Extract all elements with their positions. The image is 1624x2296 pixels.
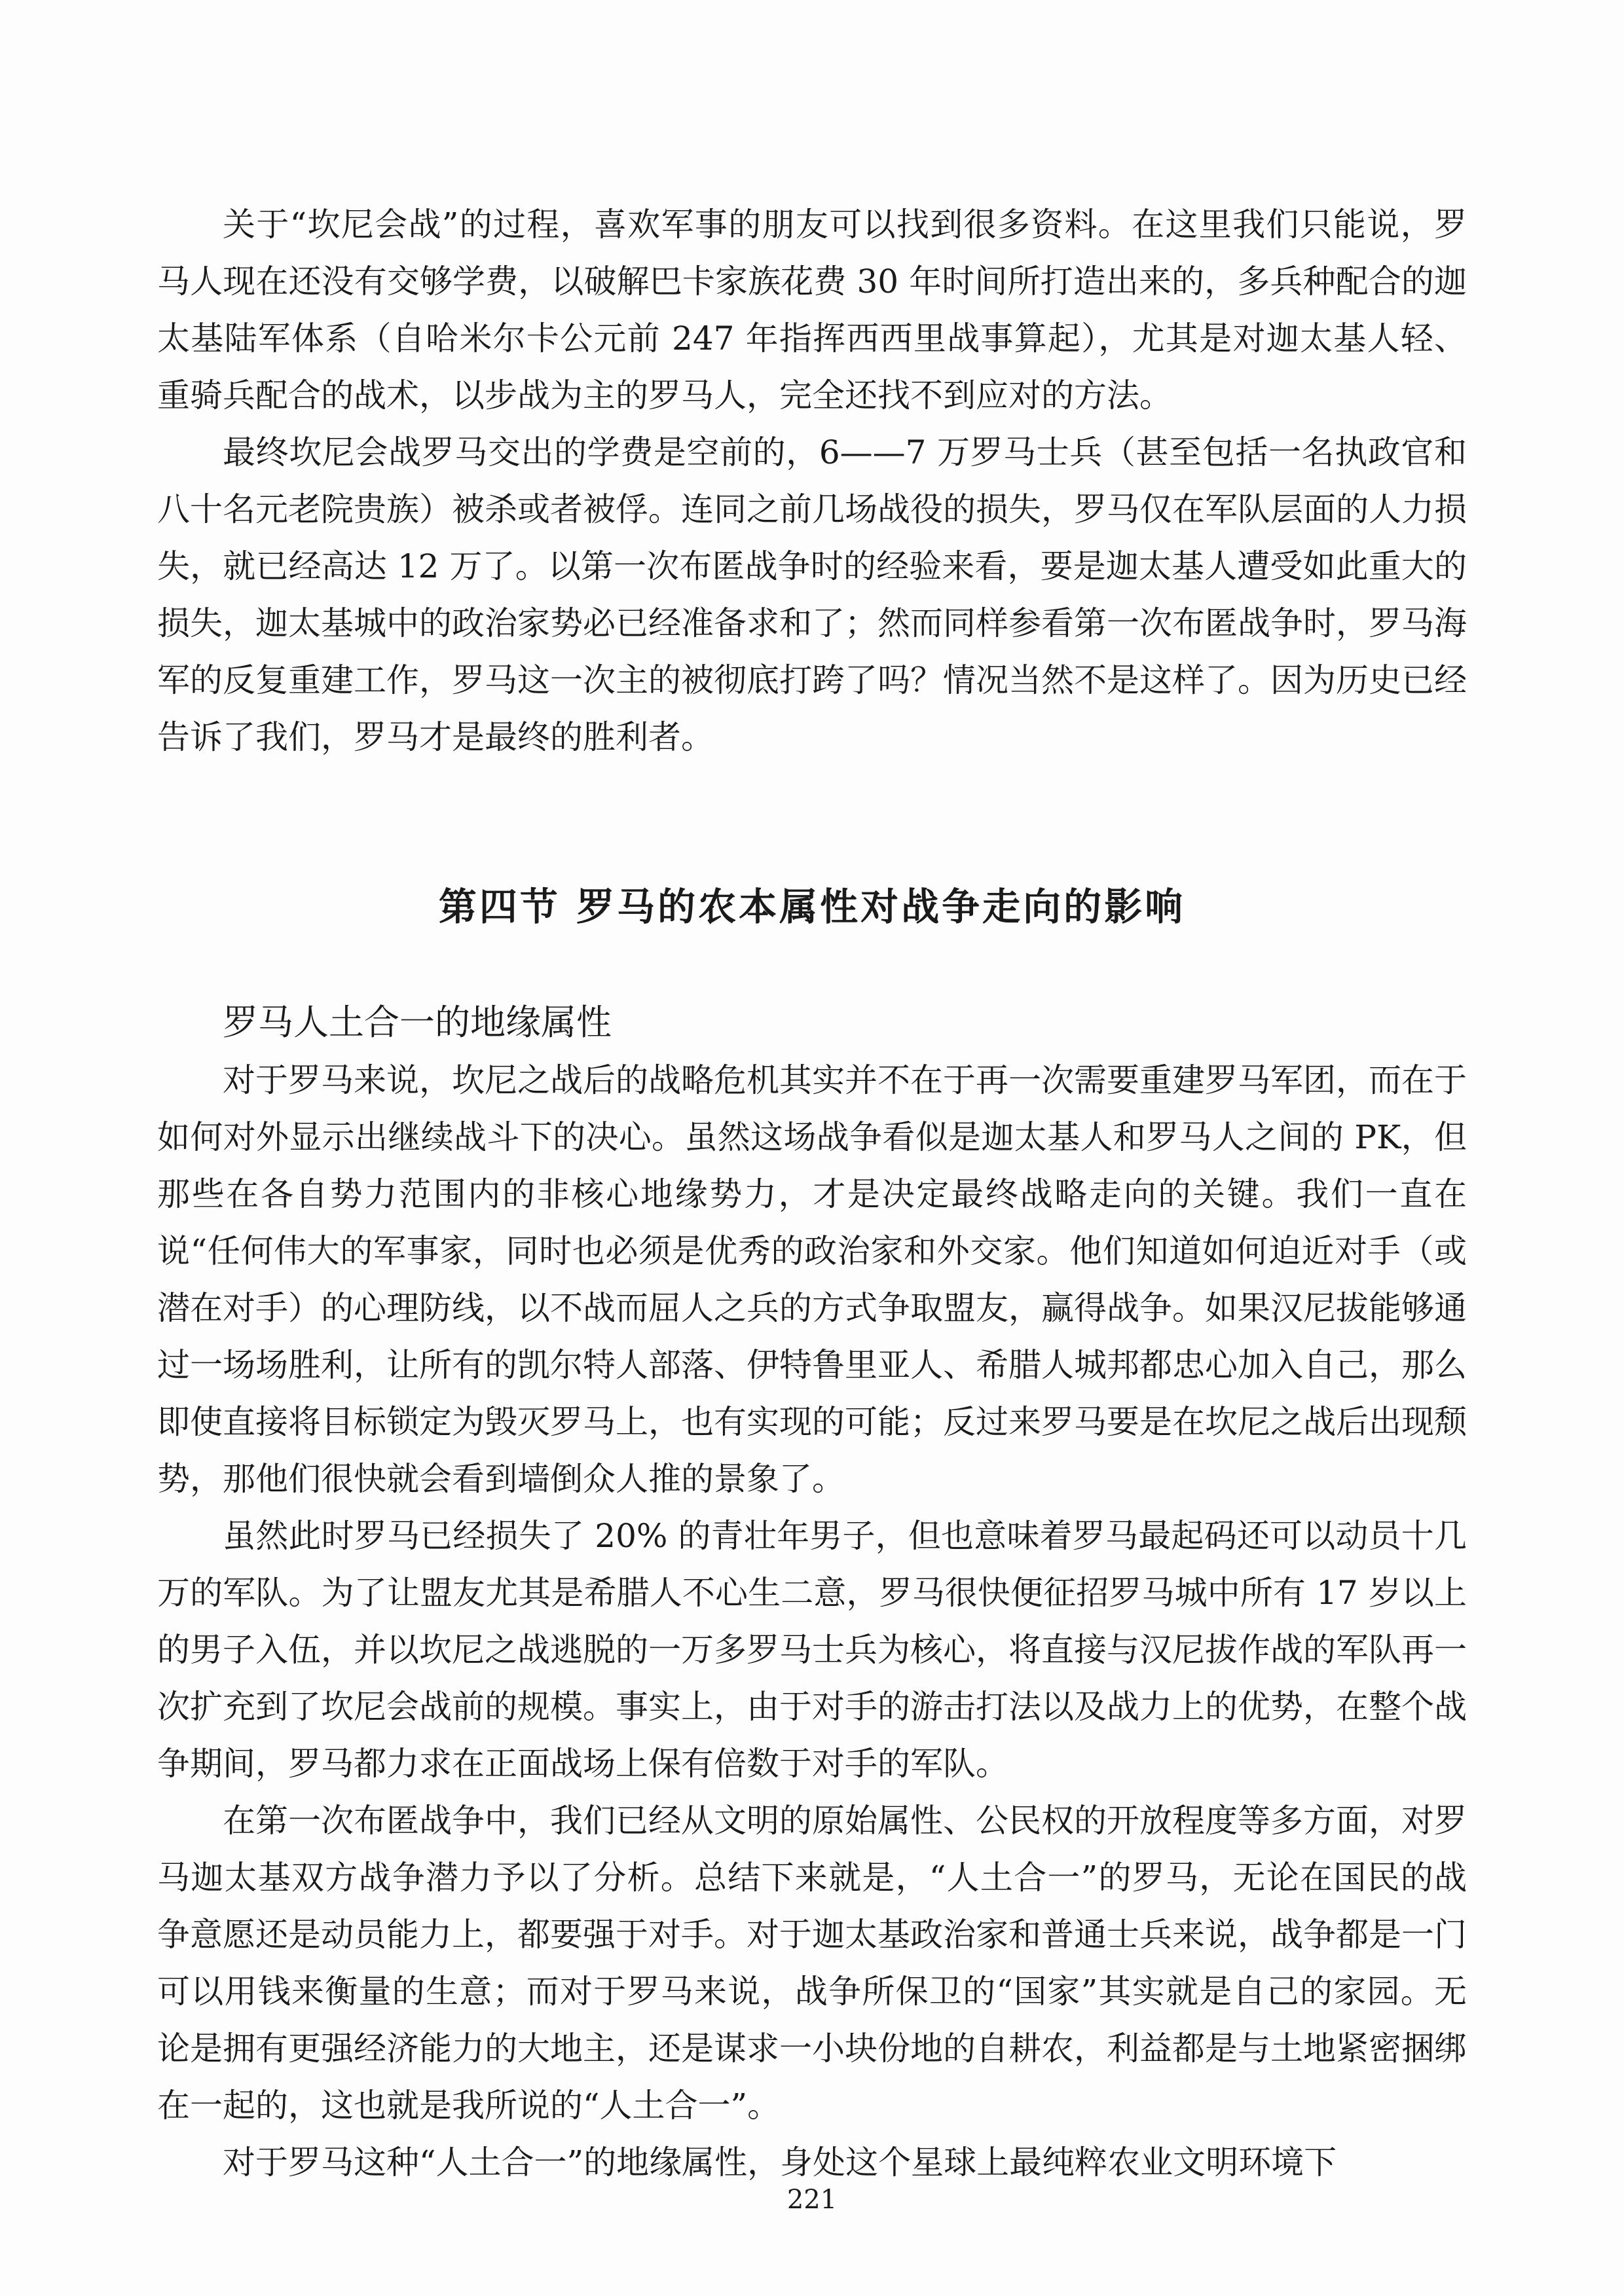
page-number: 221 <box>786 2185 838 2215</box>
paragraph: 在第一次布匿战争中，我们已经从文明的原始属性、公民权的开放程度等多方面，对罗马迦太基双方战争潜力予以了分析。总结下来就是，“人土合一”的罗马，无论在国民的战争意愿还是动员能力上，都要强于对手。对于迦太基政治家和普通士兵来说，战争都是一门可以用钱来衡量的生意；而对于罗马来说，战争所保卫的“国家”其实就是自己的家园。无论是拥有更强经济能力的大地主，还是谋求一小块份地的自耕农，利益都是与土地紧密捆绑在一起的，这也就是我所说的“人土合一”。 <box>157 1802 1467 2124</box>
subheading: 罗马人土合一的地缘属性 <box>223 1002 612 1043</box>
page-body <box>157 196 1467 2191</box>
paragraph: 对于罗马这种“人土合一”的地缘属性，身处这个星球上最纯粹农业文明环境下 <box>223 2143 1337 2181</box>
paragraph: 对于罗马来说，坎尼之战后的战略危机其实并不在于再一次需要重建罗马军团，而在于如何对外显示出继续战斗下的决心。虽然这场战争看似是迦太基人和罗马人之间的 PK，但那些在各自势力范围内的非核心地缘势力，才是决定最终战略走向的关键。我们一直在说“任何伟大的军事家，同时也必须是优秀的政治家和外交家。他们知道如何迫近对手（或潜在对手）的心理防线，以不战而屈人之兵的方式争取盟友，赢得战争。如果汉尼拔能够通过一场场胜利，让所有的凯尔特人部落、伊特鲁里亚人、希腊人城邦都忠心加入自己，那么即使直接将目标锁定为毁灭罗马上，也有实现的可能；反过来罗马要是在坎尼之战后出现颓势，那他们很快就会看到墙倒众人推的景象了。 <box>157 1061 1467 1498</box>
section-title: 第四节 罗马的农本属性对战争走向的影响 <box>438 884 1186 929</box>
paragraph: 虽然此时罗马已经损失了 20% 的青壮年男子，但也意味着罗马最起码还可以动员十几万的军队。为了让盟友尤其是希腊人不心生二意，罗马很快便征招罗马城中所有 17 岁以上的男子入伍，并以坎尼之战逃脱的一万多罗马士兵为核心，将直接与汉尼拔作战的军队再一次扩充到了坎尼会战前的规模。事实上，由于对手的游击打法以及战力上的优势，在整个战争期间，罗马都力求在正面战场上保有倍数于对手的军队。 <box>157 1517 1467 1783</box>
paragraph: 关于“坎尼会战”的过程，喜欢军事的朋友可以找到很多资料。在这里我们只能说，罗马人现在还没有交够学费，以破解巴卡家族花费 30 年时间所打造出来的，多兵种配合的迦太基陆军体系（自哈米尔卡公元前 247 年指挥西西里战事算起），尤其是对迦太基人轻、重骑兵配合的战术，以步战为主的罗马人，完全还找不到应对的方法。 <box>157 206 1467 414</box>
paragraph: 最终坎尼会战罗马交出的学费是空前的，6——7 万罗马士兵（甚至包括一名执政官和八十名元老院贵族）被杀或者被俘。连同之前几场战役的损失，罗马仅在军队层面的人力损失，就已经高达 12 万了。以第一次布匿战争时的经验来看，要是迦太基人遭受如此重大的损失，迦太基城中的政治家势必已经准备求和了；然而同样参看第一次布匿战争时，罗马海军的反复重建工作，罗马这一次主的被彻底打跨了吗？情况当然不是这样了。因为历史已经告诉了我们，罗马才是最终的胜利者。 <box>157 433 1467 756</box>
